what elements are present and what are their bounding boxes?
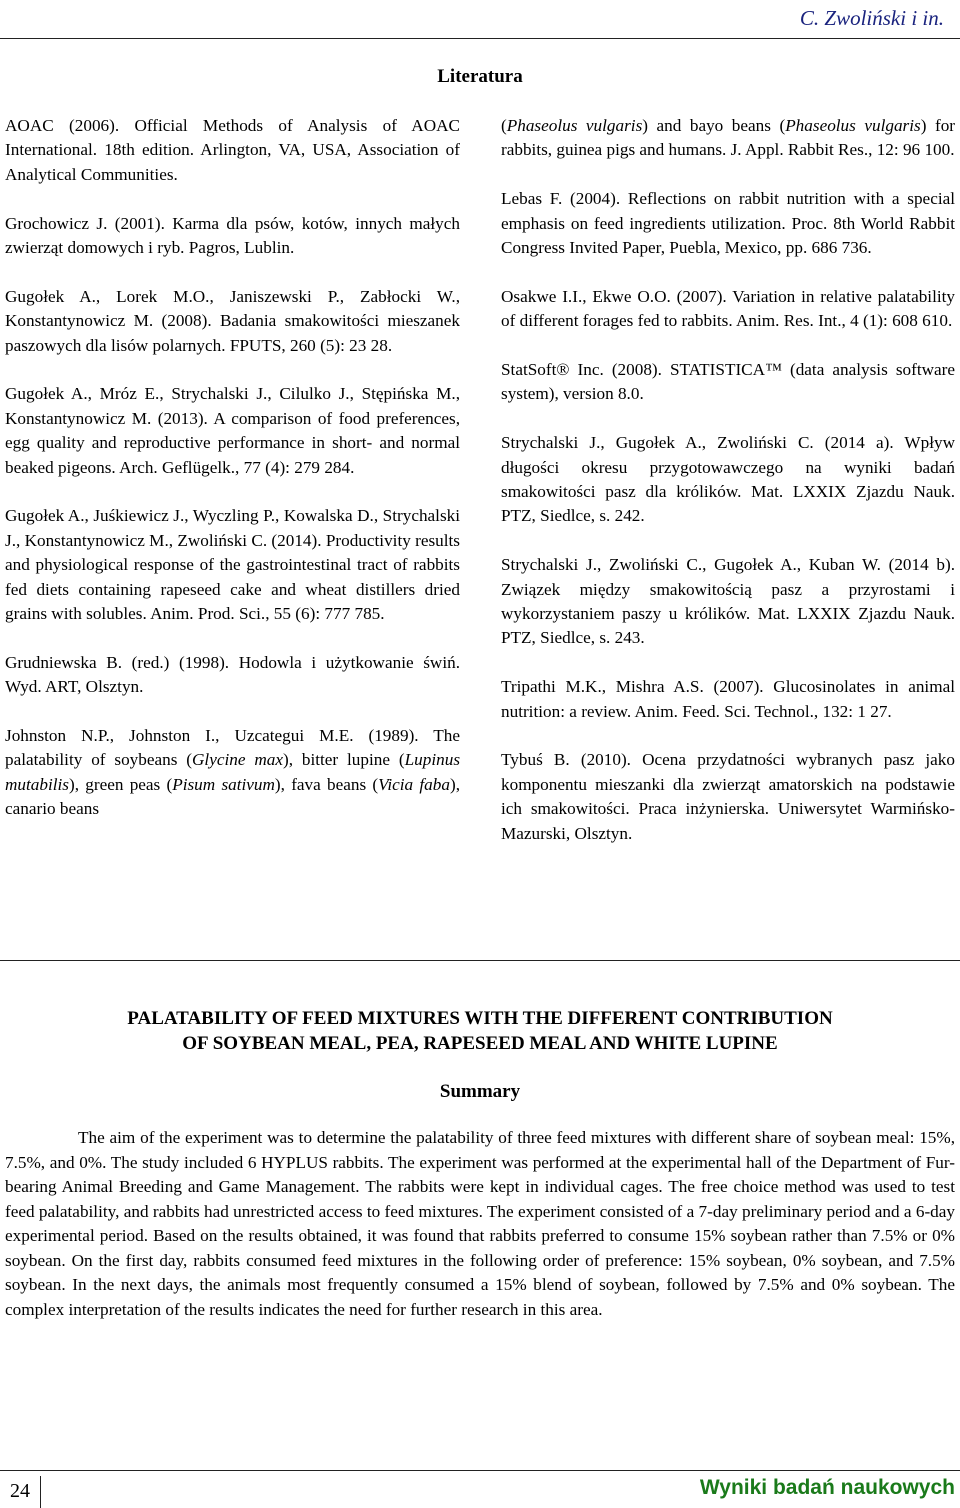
- page-number: 24: [0, 1476, 41, 1508]
- reference-entry: Strychalski J., Zwoliński C., Gugołek A., Kuban W. (2014 b). Związek między smakowitością pasz a przyrostami i wykorzystaniem paszy u królików. Mat. LXXIX Zjazdu Nauk. PTZ, Siedlce, s. 243.: [501, 555, 955, 648]
- summary-text: The aim of the experiment was to determine the palatability of three feed mixtures with different share of soybean meal: 15%, 7.5%, and 0%. The study included 6 HYPLUS rabbits. The experiment was performed at the experimental hall of the Department of Fur-bearing Animal Breeding and Game Management. The rabbits were kept in individual cages. The free choice method was used to test feed palatability, and rabbits had unrestricted access to feed mixtures. The experiment consisted of a 7-day preliminary period and a 6-day experimental period. Based on the results obtained, it was found that rabbits preferred to consume 15% soybean rather than 7.5% or 0% soybean. On the first day, rabbits consumed feed mixtures in the following order of preference: 15% soybean, 0% soybean, and 7.5% soybean. In the next days, the animals most frequently consumed a 15% blend of soybean, followed by 7.5% and 0% soybean. The complex interpretation of the results indicates the need for further research in this area.: [5, 1128, 955, 1319]
- summary-heading: Summary: [439, 1081, 521, 1102]
- reference-entry: AOAC (2006). Official Methods of Analysis of AOAC International. 18th edition. Arlington, VA, USA, Association of Analytical Communities.: [5, 116, 460, 184]
- reference-entry: Tybuś B. (2010). Ocena przydatności wybranych pasz jako komponentu mieszanki dla zwierząt amatorskich na podstawie ich smakowitości. Praca inżynierska. Uniwersytet Warmińsko-Mazurski, Olsztyn.: [501, 750, 955, 843]
- reference-entry: Grudniewska B. (red.) (1998). Hodowla i użytkowanie świń. Wyd. ART, Olsztyn.: [5, 652, 460, 697]
- section-rule: [0, 960, 960, 961]
- running-head: C. Zwoliński i in.: [799, 6, 944, 30]
- reference-entry: Grochowicz J. (2001). Karma dla psów, kotów, innych małych zwierząt domowych i ryb. Pagros, Lublin.: [5, 213, 460, 258]
- english-title-line: PALATABILITY OF FEED MIXTURES WITH THE DIFFERENT CONTRIBUTION: [127, 1008, 833, 1029]
- footer-rule: [0, 1470, 960, 1471]
- english-title-line: OF SOYBEAN MEAL, PEA, RAPESEED MEAL AND WHITE LUPINE: [182, 1032, 778, 1054]
- reference-entry: StatSoft® Inc. (2008). STATISTICA™ (data analysis software system), version 8.0.: [501, 360, 955, 404]
- reference-entry: Strychalski J., Gugołek A., Zwoliński C. (2014 a). Wpływ długości okresu przygotowawczego na wyniki badań smakowitości pasz dla królików. Mat. LXXIX Zjazdu Nauk. PTZ, Siedlce, s. 242.: [501, 433, 955, 526]
- reference-entry: Osakwe I.I., Ekwe O.O. (2007). Variation in relative palatability of different forages fed to rabbits. Anim. Res. Int., 4 (1): 608 610.: [501, 286, 955, 331]
- references-right-column: [501, 114, 955, 870]
- literature-heading: Literatura: [437, 66, 523, 87]
- reference-entry: Lebas F. (2004). Reflections on rabbit nutrition with a special emphasis on feed ingredients utilization. Proc. 8th World Rabbit Congress Invited Paper, Puebla, Mexico, pp. 686 736.: [501, 189, 955, 258]
- reference-entry: Gugołek A., Lorek M.O., Janiszewski P., Zabłocki W., Konstantynowicz M. (2008). Badania smakowitości mieszanek paszowych dla lisów polarnych. FPUTS, 260 (5): 23 28.: [5, 286, 460, 355]
- reference-entry: Tripathi M.K., Mishra A.S. (2007). Glucosinolates in animal nutrition: a review. Anim. Feed. Sci. Technol., 132: 1 27.: [501, 677, 955, 721]
- reference-entry: Gugołek A., Mróz E., Strychalski J., Cilulko J., Stępińska M., Konstantynowicz M. (2013). A comparison of food preferences, egg quality and reproductive performance in short- and normal beaked pigeons. Arch. Geflügelk., 77 (4): 279 284.: [5, 384, 460, 477]
- header-rule: [0, 38, 960, 39]
- reference-entry: Gugołek A., Juśkiewicz J., Wyczling P., Kowalska D., Strychalski J., Konstantynowicz M., Zwoliński C. (2014). Productivity results and physiological response of the gastrointestinal tract of rabbits fed diets containing rapeseed cake and wheat distillers dried grains with solubles. Anim. Prod. Sci., 55 (6): 777 785.: [5, 506, 460, 624]
- reference-entry: (Phaseolus vulgaris) and bayo beans (Phaseolus vulgaris) for rabbits, guinea pigs and humans. J. Appl. Rabbit Res., 12: 96 100.: [501, 116, 956, 160]
- journal-name: Wyniki badań naukowych: [699, 1476, 955, 1499]
- reference-entry: Johnston N.P., Johnston I., Uzcategui M.E. (1989). The palatability of soybeans (Glycine max), bitter lupine (Lupinus mutabilis), green peas (Pisum sativum), fava beans (Vicia faba), canario beans: [5, 726, 461, 819]
- references-left-column: [5, 114, 460, 846]
- english-title: [0, 1007, 960, 1056]
